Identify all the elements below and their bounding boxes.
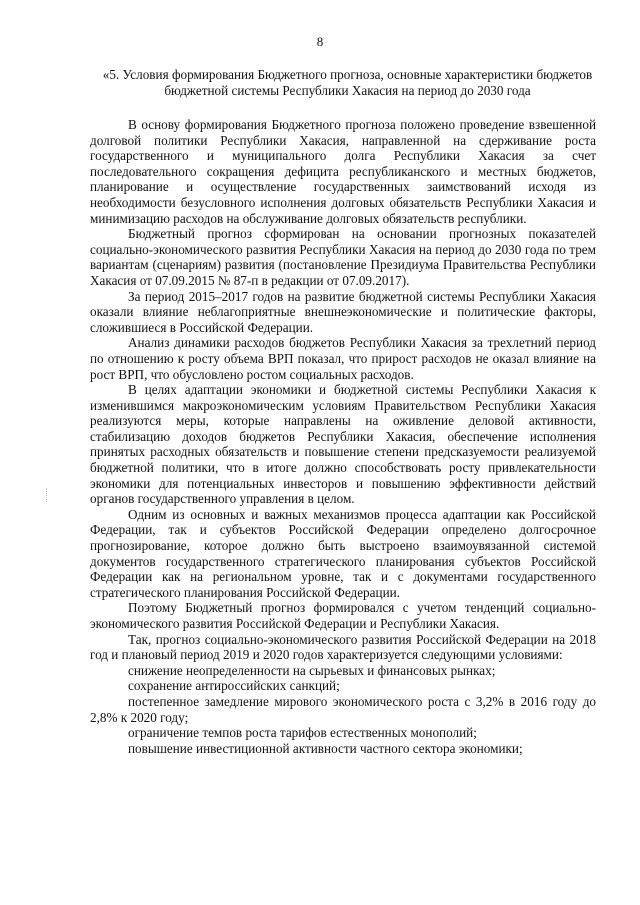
section-heading: «5. Условия формирования Бюджетного прогноза, основные характеристики бюджетов бюджетной системы Республики Хакасия на период до 2030 года [102, 67, 593, 98]
list-item: постепенное замедление мирового экономического роста с 3,2% в 2016 году до 2,8% к 2020 году; [90, 693, 596, 725]
paragraph: В основу формирования Бюджетного прогноза положено проведение взвешенной долговой политики Республики Хакасия, направленной на сдерживание роста государственного и муниципального долга Республики Хакасия за счет последовательного сокращения дефицита республиканского и местных бюджетов, планирование и осуществление государственных заимствований исходя из необходимости безусловного исполнения долговых обязательств Республики Хакасия и минимизацию расходов на обслуживание долговых обязательств республики. [90, 117, 596, 226]
paragraph: Так, прогноз социально-экономического развития Российской Федерации на 2018 год и плановый период 2019 и 2020 годов характеризуется следующими условиями: [90, 631, 596, 663]
paragraph: В целях адаптации экономики и бюджетной системы Республики Хакасия к изменившимся макроэкономическим условиям Правительством Республики Хакасия реализуются меры, которые направлены на оживление деловой активности, стабилизацию доходов бюджетов Республики Хакасия, обеспечение исполнения принятых расходных обязательств и повышение степени предсказуемости реализуемой бюджетной политики, что в итоге должно способствовать росту привлекательности экономики для потенциальных инвесторов и повышению эффективности действий органов государственного управления в целом. [90, 382, 596, 507]
margin-mark [46, 488, 48, 502]
document-body [90, 117, 596, 756]
paragraph: Поэтому Бюджетный прогноз формировался с учетом тенденций социально-экономического развития Российской Федерации и Республики Хакасия. [90, 600, 596, 631]
paragraph: За период 2015–2017 годов на развитие бюджетной системы Республики Хакасия оказали влияние неблагоприятные внешнеэкономические и политические факторы, сложившиеся в Российской Федерации. [90, 288, 596, 335]
paragraph: Бюджетный прогноз сформирован на основании прогнозных показателей социально-экономического развития Республики Хакасия на период до 2030 года по трем вариантам (сценариям) развития (постановление Президиума Правительства Республики Хакасия от 07.09.2015 № 87-п в редакции от 07.09.2017). [90, 226, 596, 288]
list-item: сохранение антироссийских санкций; [128, 678, 340, 694]
paragraph: Одним из основных и важных механизмов процесса адаптации как Российской Федерации, так и субъектов Российской Федерации определено долгосрочное прогнозирование, которое должно быть выстроено взаимоувязанной системой документов государственного стратегического планирования субъектов Российской Федерации как на региональном уровне, так и с документами государственного стратегического планирования Российской Федерации. [90, 506, 596, 600]
list-item: повышение инвестиционной активности частного сектора экономики; [128, 740, 523, 756]
list-item: ограничение темпов роста тарифов естественных монополий; [128, 725, 477, 741]
list-item: снижение неопределенности на сырьевых и финансовых рынках; [128, 662, 496, 678]
paragraph: Анализ динамики расходов бюджетов Республики Хакасия за трехлетний период по отношению к росту объема ВРП показал, что прирост расходов не оказал влияние на рост ВРП, что обусловлено ростом социальных расходов. [90, 335, 596, 382]
page-number: 8 [316, 34, 324, 49]
